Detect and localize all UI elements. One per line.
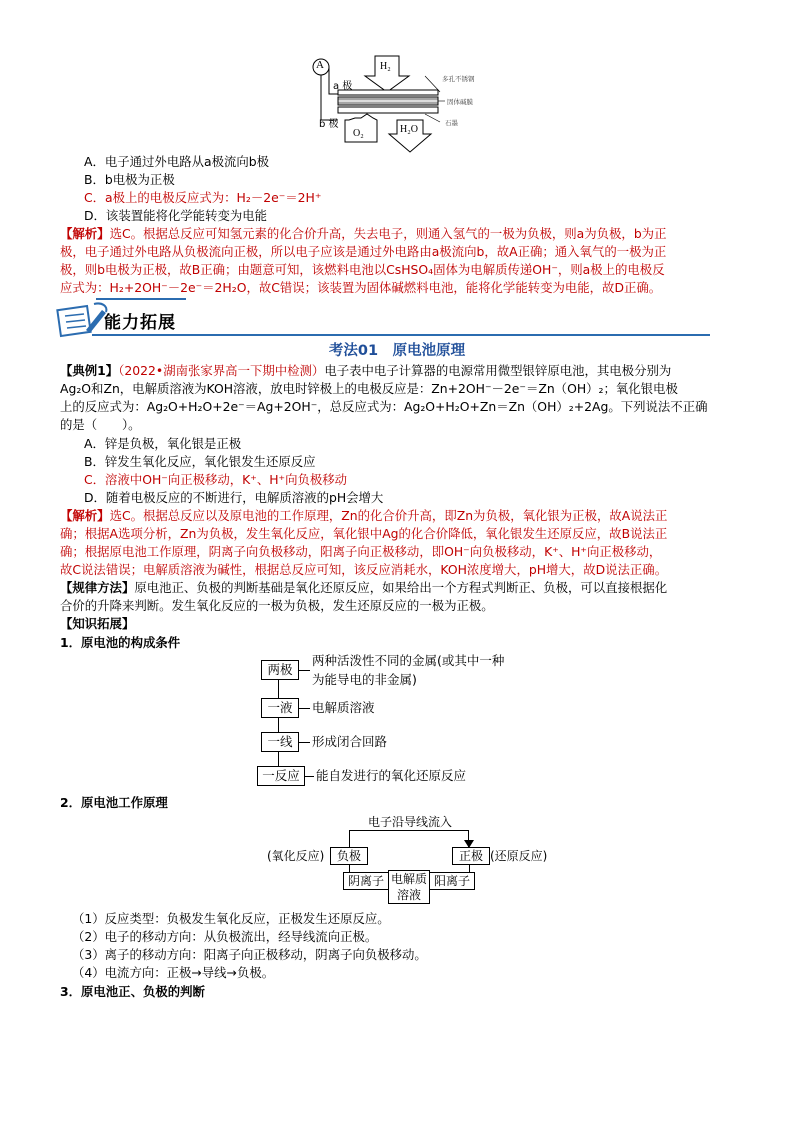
ex-option-c: C．溶液中OH⁻向正极移动，K⁺、H⁺向负极移动 [84,472,348,487]
box-electrolyte: 电解质 溶液 [388,870,430,904]
topic-title: 考法01 原电池原理 [328,343,466,359]
oxidation-note: (氧化反应) [267,849,325,863]
option-d: D．该装置能将化学能转变为电能 [84,208,268,223]
box-two-poles: 两极 [261,660,299,680]
row3-text: 形成闭合回路 [312,734,388,749]
electrode-b-label: b 极 [319,119,339,130]
analysis-line-4: 应式为：H₂+2OH⁻－2e⁻＝2H₂O，故C错误；该装置为固体碱燃料电池，能将化学能转变为电能，故D正确。 [60,280,662,295]
ex-analysis-line-3: 确；根据原电池工作原理，阴离子向负极移动，阳离子向正极移动，即OH⁻向负极移动，K⁺、H⁺向正极移动， [60,544,662,559]
option-a: A．电子通过外电路从a极流向b极 [84,154,270,169]
method-line-1: 【规律方法】原电池正、负极的判断基础是氧化还原反应，如果给出一个方程式判断正、负极，可以直接根据化 [60,580,668,595]
o2-label: O₂ [353,128,364,139]
section-header [56,298,710,340]
box-anion: 阴离子 [343,872,389,890]
h2o-label: H₂O [400,124,418,135]
row2-text: 电解质溶液 [312,700,375,715]
analysis-line-1: 【解析】选C。根据总反应可知氢元素的化合价升高，失去电子，则通入氢气的一极为负极，则a为负极，b为正 [60,226,667,241]
option-b: B．b电极为正极 [84,172,175,187]
method-line-2: 合价的升降来判断。发生氧化反应的一极为负极，发生还原反应的一极为正极。 [60,598,494,613]
k1-heading: 1．原电池的构成条件 [60,635,181,650]
porous-steel-label: 多孔不锈钢 [442,75,475,83]
row1-text-b: 为能导电的非金属) [312,672,417,687]
fuel-cell-drawing [305,52,505,154]
example-line-2: Ag₂O和Zn，电解质溶液为KOH溶液，放电时锌极上的电极反应是：Zn+2OH⁻－2e⁻＝Zn（OH）₂；氧化银电极 [60,381,678,396]
solid-membrane-label: 固体碱膜 [447,98,473,106]
method-tag: 【规律方法】 [60,580,135,595]
box-cation: 阳离子 [429,872,475,890]
principle-point-3: （3）离子的移动方向：阳离子向正极移动，阴离子向负极移动。 [72,947,427,962]
h2-label: H₂ [380,61,391,72]
example-line-1: 【典例1】（2022•湖南张家界高一下期中检测）电子表中电子计算器的电源常用微型银锌原电池，其电极分别为 [60,363,672,378]
principle-diagram [265,812,555,908]
fuel-cell-diagram [305,52,505,154]
header-bottom-rule [92,334,710,336]
ammeter-label: A [316,59,324,71]
k2-heading: 2．原电池工作原理 [60,795,168,810]
reduction-note: (还原反应) [490,849,548,863]
box-one-wire: 一线 [261,732,299,752]
example-source: （2022•湖南张家界高一下期中检测） [118,363,325,378]
option-c: C．a极上的电极反应式为：H₂－2e⁻＝2H⁺ [84,190,322,205]
row4-text: 能自发进行的氧化还原反应 [316,768,467,783]
box-negative: 负极 [330,847,368,865]
example-line-4: 的是（ ）。 [60,417,141,432]
header-top-rule [96,298,186,300]
ex-option-b: B．锌发生氧化反应，氧化银发生还原反应 [84,454,316,469]
example-tag: 【典例1】 [60,363,119,378]
ex-analysis-line-1: 【解析】选C。根据总反应以及原电池的工作原理，Zn的化合价升高，即Zn为负极，氧化银为正极，故A说法正 [60,508,668,523]
box-one-liquid: 一液 [261,698,299,718]
composition-diagram [255,650,555,795]
analysis-tag: 【解析】 [60,226,110,241]
example-line-3: 上的反应式为：Ag₂O+H₂O+2e⁻＝Ag+2OH⁻，总反应式为：Ag₂O+H₂O+Zn＝Zn（OH）₂+2Ag。下列说法不正确 [60,399,708,414]
section-title: 能力拓展 [104,313,176,333]
k3-heading: 3．原电池正、负极的判断 [60,984,205,999]
spine-line [278,670,279,774]
ex-option-a: A．锌是负极，氧化银是正极 [84,436,242,451]
graphite-label: 石墨 [445,119,458,127]
analysis-line-2: 极，电子通过外电路从负极流向正极，所以电子应该是通过外电路由a极流向b，故A正确；通入氧气的一极为正 [60,244,667,259]
row1-text-a: 两种活泼性不同的金属(或其中一种 [312,653,505,668]
ex-analysis-line-2: 确；根据A选项分析，Zn为负极，发生氧化反应，氧化银中Ag的化合价降低，氧化银发生还原反应，故B说法正 [60,526,668,541]
electron-flow-label: 电子沿导线流入 [367,815,452,829]
principle-point-2: （2）电子的移动方向：从负极流出，经导线流向正极。 [72,929,378,944]
electrode-a-label: a 极 [333,81,353,92]
ex-analysis-line-4: 故C说法错误；电解质溶液为碱性，根据总反应可知，该反应消耗水，KOH浓度增大，pH增大，故D说法正确。 [60,562,668,577]
principle-point-4: （4）电流方向：正极→导线→负极。 [72,965,275,980]
ex-analysis-tag: 【解析】 [60,508,110,523]
box-positive: 正极 [452,847,490,865]
analysis-line-3: 极，则b电极为正极，故B正确；由题意可知，该燃料电池以CsHSO₄固体为电解质传递OH⁻，则a极上的电极反 [60,262,665,277]
ex-option-d: D．随着电极反应的不断进行，电解质溶液的pH会增大 [84,490,384,505]
knowledge-tag: 【知识拓展】 [60,616,135,631]
principle-point-1: （1）反应类型：负极发生氧化反应，正极发生还原反应。 [72,911,390,926]
box-one-reaction: 一反应 [257,766,305,786]
